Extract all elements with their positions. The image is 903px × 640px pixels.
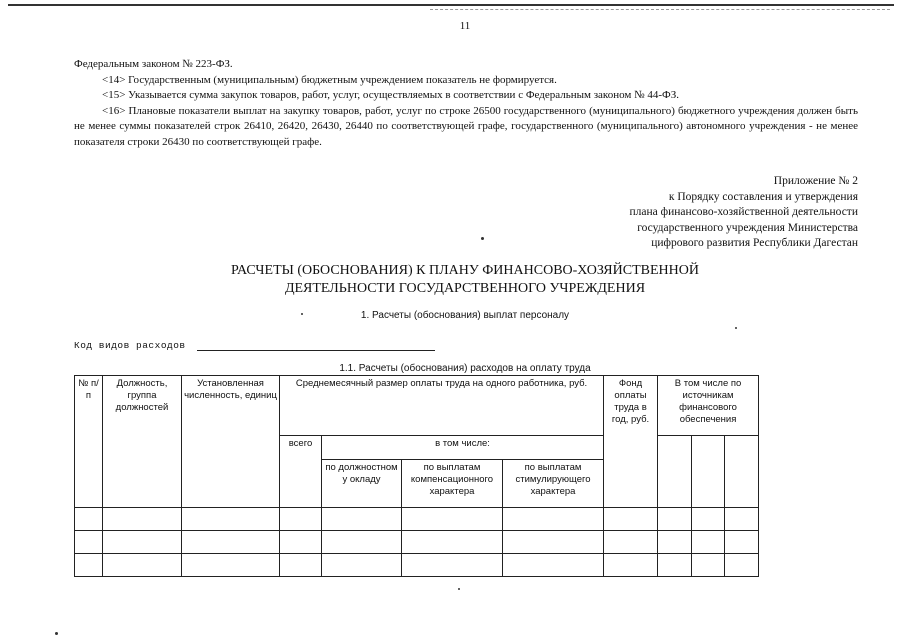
header-source-1 bbox=[658, 436, 692, 508]
scan-speck bbox=[481, 237, 484, 240]
appendix-line: государственного учреждения Министерства bbox=[637, 221, 858, 234]
document-title-line1: РАСЧЕТЫ (ОБОСНОВАНИЯ) К ПЛАНУ ФИНАНСОВО-ХОЗЯЙСТВЕННОЙ bbox=[231, 263, 699, 278]
section-title: 1. Расчеты (обоснования) выплат персоналу bbox=[360, 310, 570, 321]
header-including: в том числе: bbox=[322, 436, 604, 460]
table-cell[interactable] bbox=[503, 554, 604, 577]
table-cell[interactable] bbox=[402, 554, 503, 577]
table-cell[interactable] bbox=[322, 531, 402, 554]
header-total: всего bbox=[280, 436, 322, 508]
table-cell[interactable] bbox=[103, 554, 182, 577]
footnote-14: <14> Государственным (муниципальным) бюджетным учреждением показатель не формируется. bbox=[102, 73, 557, 86]
table-cell[interactable] bbox=[402, 531, 503, 554]
document-title-line2: ДЕЯТЕЛЬНОСТИ ГОСУДАРСТВЕННОГО УЧРЕЖДЕНИЯ bbox=[284, 281, 646, 296]
header-source-2 bbox=[692, 436, 725, 508]
table-cell[interactable] bbox=[604, 554, 658, 577]
header-avg-salary: Среднемесячный размер оплаты труда на одного работника, руб. bbox=[280, 376, 604, 436]
page-number: 11 bbox=[459, 20, 471, 32]
appendix-line: цифрового развития Республики Дагестан bbox=[651, 237, 858, 250]
table-cell[interactable] bbox=[280, 508, 322, 531]
table-cell[interactable] bbox=[402, 508, 503, 531]
table-row bbox=[75, 508, 759, 531]
table-cell[interactable] bbox=[182, 554, 280, 577]
header-position: Должность, группа должностей bbox=[103, 376, 182, 508]
table-cell[interactable] bbox=[503, 508, 604, 531]
table-cell[interactable] bbox=[658, 531, 692, 554]
table-cell[interactable] bbox=[503, 531, 604, 554]
table-cell[interactable] bbox=[692, 508, 725, 531]
salary-calculation-table bbox=[74, 375, 759, 577]
table-cell[interactable] bbox=[103, 508, 182, 531]
table-cell[interactable] bbox=[182, 531, 280, 554]
table-cell[interactable] bbox=[280, 531, 322, 554]
table-cell[interactable] bbox=[658, 554, 692, 577]
footnote-continuation: Федеральным законом № 223-ФЗ. bbox=[74, 58, 233, 70]
header-annual-fund: Фонд оплаты труда в год, руб. bbox=[604, 376, 658, 508]
table-cell[interactable] bbox=[182, 508, 280, 531]
header-official-salary: по должностном у окладу bbox=[322, 460, 402, 508]
table-cell[interactable] bbox=[725, 554, 759, 577]
appendix-title: Приложение № 2 bbox=[773, 175, 858, 187]
scan-speck bbox=[55, 632, 58, 635]
header-headcount: Установленная численность, единиц bbox=[182, 376, 280, 508]
header-incentive: по выплатам стимулирующего характера bbox=[503, 460, 604, 508]
footnote-15: <15> Указывается сумма закупок товаров, работ, услуг, осуществляемых в соответствии с Федеральным законом № 44-ФЗ. bbox=[102, 89, 679, 102]
table-cell[interactable] bbox=[322, 508, 402, 531]
table-cell[interactable] bbox=[75, 531, 103, 554]
table-cell[interactable] bbox=[725, 508, 759, 531]
table-cell[interactable] bbox=[75, 508, 103, 531]
header-source-3 bbox=[725, 436, 759, 508]
table-cell[interactable] bbox=[658, 508, 692, 531]
expense-code-label: Код видов расходов bbox=[74, 340, 186, 351]
table-row bbox=[75, 531, 759, 554]
table-row bbox=[75, 554, 759, 577]
expense-code-field[interactable] bbox=[197, 350, 435, 351]
header-compensation: по выплатам компенсационного характера bbox=[402, 460, 503, 508]
scan-speck bbox=[735, 327, 737, 329]
appendix-line: к Порядку составления и утверждения bbox=[668, 190, 858, 203]
header-num: № п/п bbox=[75, 376, 103, 508]
scan-speck bbox=[458, 588, 460, 590]
table-cell[interactable] bbox=[725, 531, 759, 554]
footnote-16: <16> Плановые показатели выплат на закупку товаров, работ, услуг по строке 26500 государственного (муниципального) бюджетного учреждения должен быть не менее суммы показателей строк 26410, 26420, 26430, 26440 по соответствующей графе, государственного (муниципального) автономного учреждения - не менее показателя строки 26430 по соответствующей графе. bbox=[74, 104, 858, 148]
table-cell[interactable] bbox=[75, 554, 103, 577]
table-cell[interactable] bbox=[322, 554, 402, 577]
table-cell[interactable] bbox=[280, 554, 322, 577]
appendix-line: плана финансово-хозяйственной деятельности bbox=[629, 206, 858, 219]
table-cell[interactable] bbox=[604, 531, 658, 554]
table-cell[interactable] bbox=[692, 531, 725, 554]
table-caption: 1.1. Расчеты (обоснования) расходов на оплату труда bbox=[339, 363, 591, 374]
scan-speck bbox=[301, 313, 303, 315]
appendix-block bbox=[629, 174, 858, 252]
document-title bbox=[0, 262, 903, 298]
scan-top-border bbox=[8, 4, 894, 6]
scan-top-border-faint bbox=[430, 9, 890, 10]
header-funding-sources: В том числе по источникам финансового обеспечения bbox=[658, 376, 759, 436]
table-cell[interactable] bbox=[692, 554, 725, 577]
table-cell[interactable] bbox=[604, 508, 658, 531]
footnotes bbox=[74, 57, 858, 151]
table-cell[interactable] bbox=[103, 531, 182, 554]
